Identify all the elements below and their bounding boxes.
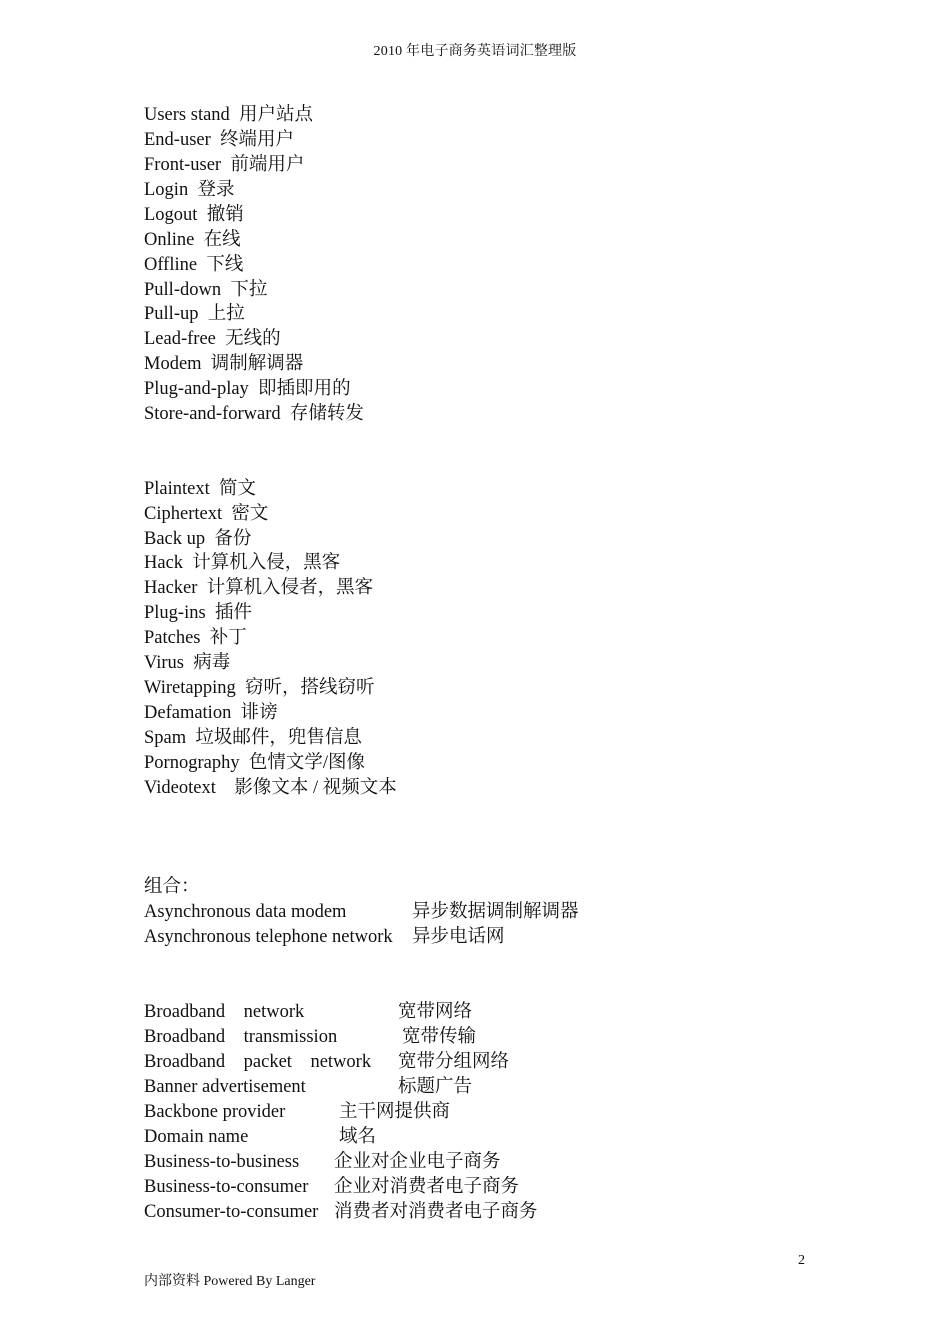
term-en: Broadband packet network: [144, 1052, 372, 1072]
term-line: Spam 垃圾邮件，兜售信息: [144, 728, 362, 748]
term-line: Pull-up 上拉: [144, 304, 245, 324]
term-line: Users stand 用户站点: [144, 105, 314, 125]
term-en: Asynchronous telephone network: [144, 927, 393, 947]
term-line: Store-and-forward 存储转发: [144, 404, 364, 424]
term-line: Logout 撤销: [144, 205, 244, 225]
term-line: Modem 调制解调器: [144, 354, 304, 374]
term-line: Wiretapping 窃听，搭线窃听: [144, 678, 375, 698]
term-line: Virus 病毒: [144, 653, 231, 673]
term-line: Plug-and-play 即插即用的: [144, 379, 351, 399]
term-line: Plug-ins 插件: [144, 603, 252, 623]
term-line: Online 在线: [144, 230, 241, 250]
term-zh: 异步数据调制解调器: [412, 902, 579, 922]
term-line: Pornography 色情文学/图像: [144, 753, 365, 773]
term-en: Business-to-consumer: [144, 1177, 309, 1197]
term-en: Broadband transmission: [144, 1027, 338, 1047]
term-line: Hack 计算机入侵，黑客: [144, 553, 341, 573]
term-line: Pull-down 下拉: [144, 280, 268, 300]
term-line: Plaintext 简文: [144, 479, 257, 499]
term-line: Login 登录: [144, 180, 235, 200]
term-line: Offline 下线: [144, 255, 244, 275]
term-line: Ciphertext 密文: [144, 504, 269, 524]
page-header: 2010 年电子商务英语词汇整理版: [373, 44, 577, 59]
term-line: Defamation 诽谤: [144, 703, 278, 723]
term-zh: 宽带分组网络: [398, 1052, 510, 1072]
term-line: Patches 补丁: [144, 628, 247, 648]
term-zh: 标题广告: [398, 1077, 473, 1097]
term-zh: 宽带网络: [398, 1002, 473, 1022]
term-line: Videotext 影像文本 / 视频文本: [144, 778, 397, 798]
term-en: Consumer-to-consumer: [144, 1202, 319, 1222]
term-en: Backbone provider: [144, 1102, 286, 1122]
term-en: Asynchronous data modem: [144, 902, 347, 922]
term-zh: 异步电话网: [412, 927, 505, 947]
page-footer: 内部资料 Powered By Langer: [144, 1274, 316, 1289]
term-line: End-user 终端用户: [144, 130, 295, 150]
page-number: 2: [798, 1253, 805, 1268]
term-zh: 企业对消费者电子商务: [334, 1177, 520, 1197]
term-en: Banner advertisement: [144, 1077, 306, 1097]
term-en: Business-to-business: [144, 1152, 300, 1172]
term-line: Front-user 前端用户: [144, 155, 305, 175]
term-en: Broadband network: [144, 1002, 305, 1022]
term-zh: 消费者对消费者电子商务: [334, 1202, 538, 1222]
term-zh: 企业对企业电子商务: [334, 1152, 501, 1172]
term-en: Domain name: [144, 1127, 249, 1147]
term-line: Hacker 计算机入侵者，黑客: [144, 578, 374, 598]
term-line: Lead-free 无线的: [144, 329, 281, 349]
term-zh: 域名: [339, 1127, 377, 1147]
term-line: Back up 备份: [144, 529, 252, 549]
term-zh: 主干网提供商: [339, 1102, 451, 1122]
section-heading: 组合：: [144, 877, 200, 897]
term-zh: 宽带传输: [402, 1027, 477, 1047]
